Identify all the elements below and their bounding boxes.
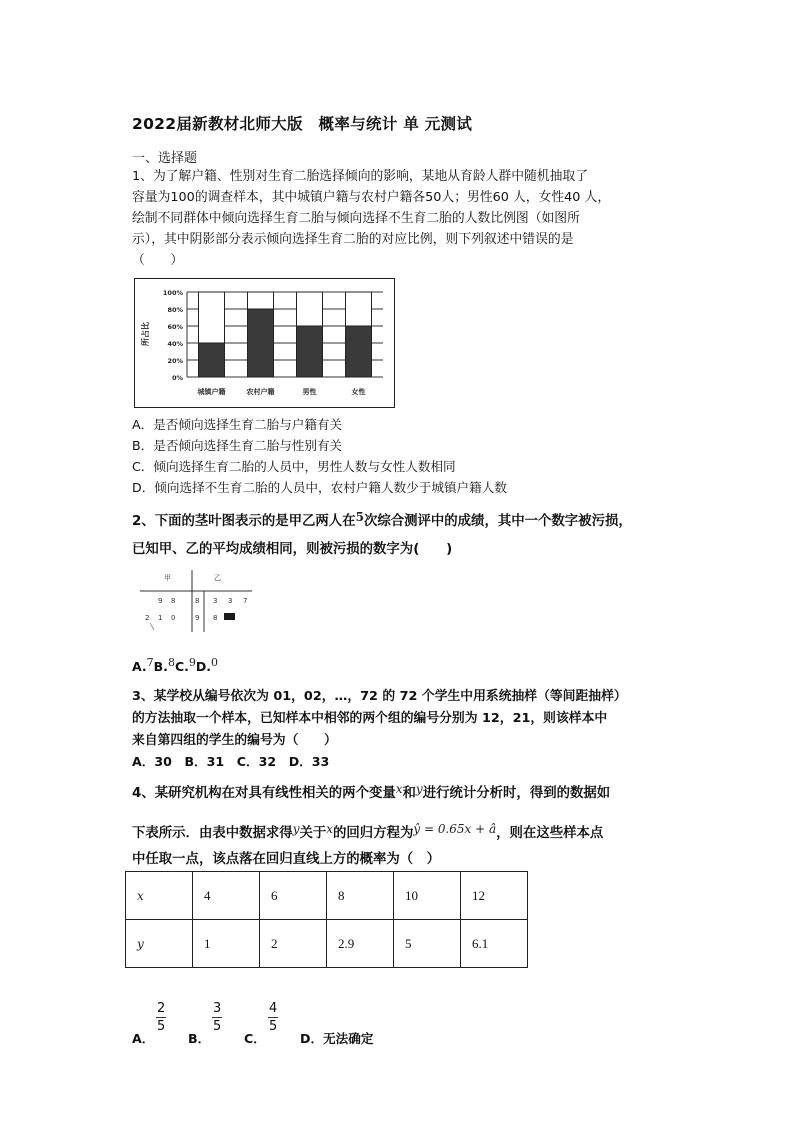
fraction-numerator: 2 <box>157 1001 166 1016</box>
table-cell: 5 <box>394 920 461 968</box>
table-cell: 12 <box>461 872 528 920</box>
x-tick-label: 城镇户籍 <box>197 388 226 396</box>
fraction-denominator: 5 <box>269 1019 278 1034</box>
stem-value: 8 <box>195 597 200 605</box>
q4-var-x2: x <box>326 822 334 836</box>
q1-option-a: A．是否倾向选择生育二胎与户籍有关 <box>132 417 343 432</box>
q2-option-b-value: 8 <box>167 656 175 669</box>
section-heading: 一、选择题 <box>132 151 198 166</box>
q2-option-d-value: 0 <box>211 656 218 669</box>
q3-options: A．30 B．31 C．32 D．33 <box>132 754 330 769</box>
q4-option-b-fraction <box>212 1000 222 1035</box>
stem-head-left: 甲 <box>164 574 171 582</box>
leaf-right: 7 <box>243 597 248 605</box>
q3-line: 的方法抽取一个样本，已知样本中相邻的两个组的编号分别为 12，21，则该样本中 <box>132 711 608 726</box>
y-axis-label: 所占比 <box>141 322 150 346</box>
q2-text-b: 次综合测评中的成绩，其中一个数字被污损， <box>363 514 632 529</box>
table-row <box>126 872 528 920</box>
bar-second-child <box>199 343 225 377</box>
leaf-right: 8 <box>213 614 218 622</box>
leaf-left: 8 <box>171 597 176 605</box>
q4-var-y: y <box>415 782 423 796</box>
q2-option-c-value: 9 <box>188 656 196 669</box>
bar-second-child <box>297 326 323 377</box>
fraction-denominator: 5 <box>157 1019 166 1034</box>
q4-var-y2: y <box>292 822 300 836</box>
q4-text-g: ，则在这些样本点 <box>496 826 604 841</box>
q1-option-b: B．是否倾向选择生育二胎与性别有关 <box>132 438 343 453</box>
q2-line-2: 已知甲、乙的平均成绩相同，则被污损的数字为( ) <box>132 542 453 557</box>
row-header-x: x <box>137 888 144 903</box>
page-title: 2022届新教材北师大版 概率与统计 单 元测试 <box>132 115 473 133</box>
q4-line-3: 中任取一点，该点落在回归直线上方的概率为（ ） <box>132 852 440 867</box>
table-cell: 6 <box>260 872 327 920</box>
q2-option-a-value: 7 <box>146 656 154 669</box>
table-cell <box>126 872 193 920</box>
y-tick-label: 40% <box>167 340 183 348</box>
q4-text-e: 关于 <box>299 826 327 841</box>
leaf-left: 9 <box>158 597 163 605</box>
fraction-numerator: 4 <box>269 1001 278 1016</box>
y-tick-label: 60% <box>167 323 183 331</box>
q2-number-five: 5 <box>355 510 364 524</box>
table-cell: 2 <box>260 920 327 968</box>
fraction-numerator: 3 <box>213 1001 222 1016</box>
y-tick-label: 80% <box>167 306 183 314</box>
q4-line-2 <box>132 822 603 841</box>
q1-line: （ ） <box>132 253 184 268</box>
data-table <box>125 871 528 968</box>
q2-option-d-label: D. <box>195 659 211 674</box>
q2-option-b-label: B. <box>153 659 168 674</box>
table-cell: 2.9 <box>327 920 394 968</box>
fraction-denominator: 5 <box>213 1019 222 1034</box>
q3-line: 来自第四组的学生的编号为（ ） <box>132 733 337 748</box>
q1-line: 容量为100的调查样本，其中城镇户籍与农村户籍各50人；男性60 人，女性40 人， <box>132 190 611 205</box>
x-tick-label: 女性 <box>351 388 366 396</box>
leaf-right: 3 <box>228 597 233 605</box>
leaf-left: 0 <box>171 614 176 622</box>
regression-equation: ŷ = 0.65x + â <box>413 822 497 836</box>
table-cell: 4 <box>193 872 260 920</box>
x-tick-label: 男性 <box>302 388 317 396</box>
stem-value: 9 <box>195 614 200 622</box>
stem-head-right: 乙 <box>214 574 221 582</box>
x-tick-label: 农村户籍 <box>246 388 275 396</box>
q4-text-b: 和 <box>402 786 416 801</box>
y-tick-label: 100% <box>162 289 183 297</box>
table-cell: 10 <box>394 872 461 920</box>
q1-line: 示），其中阴影部分表示倾向选择生育二胎的对应比例，则下列叙述中错误的是 <box>132 232 574 247</box>
q2-line-1 <box>132 510 632 529</box>
table-cell <box>126 920 193 968</box>
q1-option-d: D．倾向选择不生育二胎的人员中，农村户籍人数少于城镇户籍人数 <box>132 480 507 495</box>
q1-line: 1、为了解户籍、性别对生育二胎选择倾向的影响，某地从育龄人群中随机抽取了 <box>132 169 589 184</box>
q4-line-1 <box>132 782 610 801</box>
bar-second-child <box>248 309 274 377</box>
q4-text-c: 进行统计分析时，得到的数据如 <box>422 786 611 801</box>
q4-option-c-fraction <box>268 1000 278 1035</box>
stem-leaf-plot <box>140 570 252 632</box>
q3-line: 3、某学校从编号依次为 01，02，…，72 的 72 个学生中用系统抽样（等间距抽样） <box>132 689 627 704</box>
q4-option-c-label: C． <box>244 1031 266 1046</box>
smudged-digit <box>224 613 235 620</box>
ratio-bar-chart <box>134 278 395 408</box>
q2-option-c-label: C. <box>174 659 189 674</box>
y-tick-label: 0% <box>171 374 183 382</box>
q1-option-c: C．倾向选择生育二胎的人员中，男性人数与女性人数相同 <box>132 459 456 474</box>
bar-second-child <box>346 326 372 377</box>
bar-not-second-child <box>248 292 274 309</box>
chart-svg <box>135 279 394 407</box>
q4-option-a-label: A． <box>132 1031 155 1046</box>
table-cell: 6.1 <box>461 920 528 968</box>
q4-var-x: x <box>395 782 403 796</box>
leaf-right: 3 <box>213 597 218 605</box>
q2-options <box>132 656 218 674</box>
q2-text-a: 2、下面的茎叶图表示的是甲乙两人在 <box>132 514 356 529</box>
q4-text-a: 4、某研究机构在对具有线性相关的两个变量 <box>132 786 396 801</box>
bar-not-second-child <box>297 292 323 326</box>
table-row <box>126 920 528 968</box>
row-header-y: y <box>137 936 144 951</box>
q4-option-b-label: B． <box>188 1031 211 1046</box>
q4-option-a-fraction <box>156 1000 166 1035</box>
q2-option-a-label: A. <box>132 659 147 674</box>
bar-not-second-child <box>346 292 372 326</box>
table-cell: 1 <box>193 920 260 968</box>
bar-not-second-child <box>199 292 225 343</box>
q1-line: 绘制不同群体中倾向选择生育二胎与倾向选择不生育二胎的人数比例图（如图所 <box>132 211 580 226</box>
leaf-left: 1 <box>158 614 163 622</box>
y-tick-label: 20% <box>167 357 183 365</box>
leaf-left: 2 <box>145 614 150 622</box>
q4-text-d: 下表所示．由表中数据求得 <box>132 826 293 841</box>
q4-option-d: D．无法确定 <box>300 1031 374 1046</box>
table-cell: 8 <box>327 872 394 920</box>
smudge-mark <box>150 623 154 630</box>
q4-text-f: 的回归方程为 <box>333 826 414 841</box>
